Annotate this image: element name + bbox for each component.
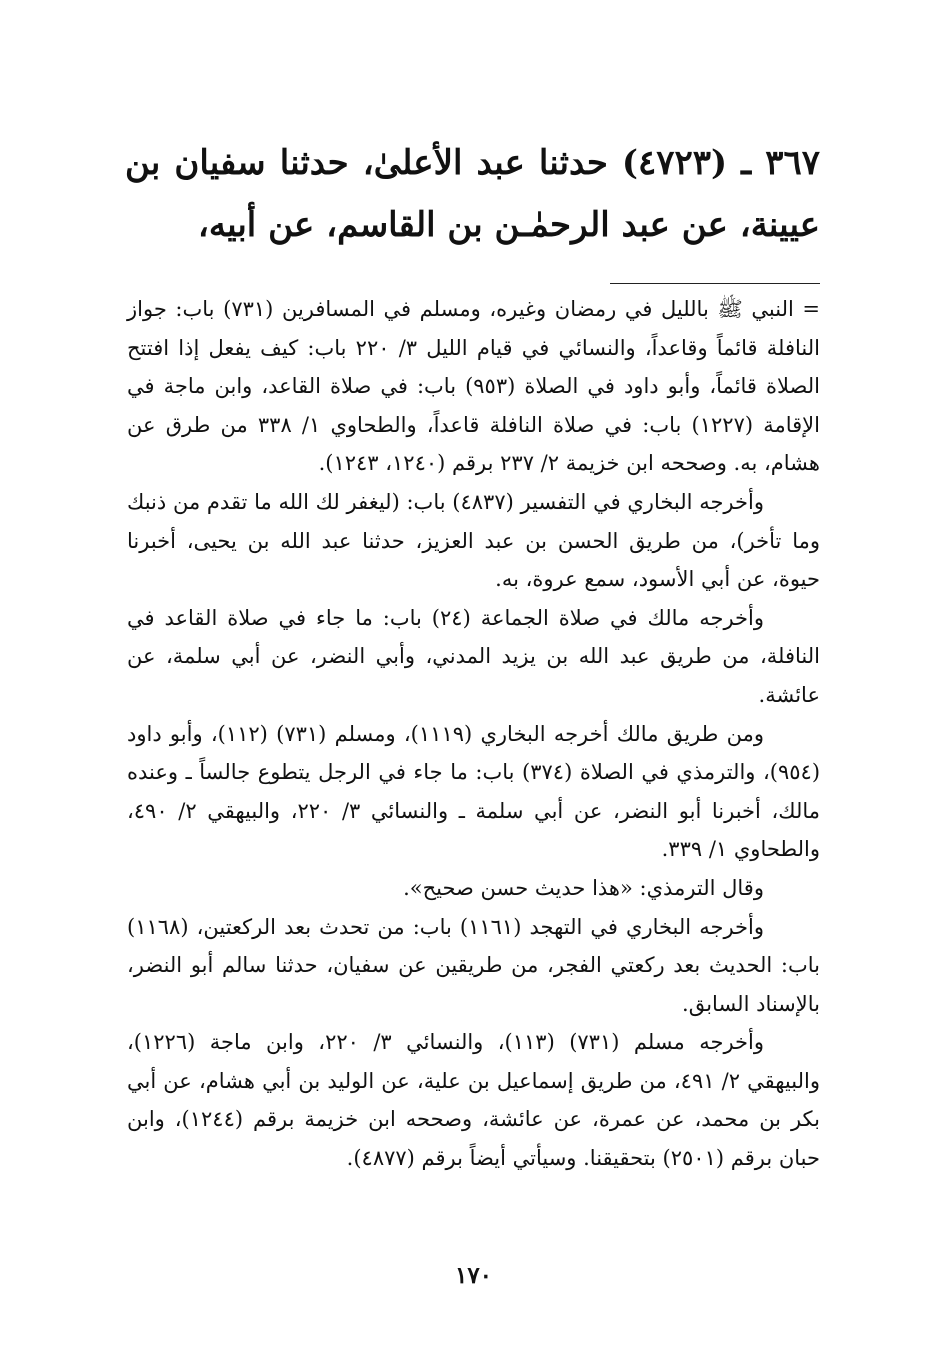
footnote-paragraph: ومن طريق مالك أخرجه البخاري (١١١٩)، ومسلم (٧٣١) (١١٢)، وأبو داود (٩٥٤)، والترمذي في الصلاة (٣٧٤) باب: ما جاء في الرجل يتطوع جالساً ـ وعنده مالك، أخبرنا أبو النضر، عن أبي سلمة ـ والنسائي ٣/ ٢٢٠، والبيهقي ٢/ ٤٩٠، والطحاوي ١/ ٣٣٩. [127, 721, 821, 862]
footnote-paragraph: وأخرجه البخاري في التهجد (١١٦١) باب: من تحدث بعد الركعتين، (١١٦٨) باب: الحديث بعد ركعتي الفجر، من طريقين عن سفيان، حدثنا سالم أبو النضر، بالإسناد السابق. [127, 914, 820, 1016]
footnote-separator [610, 283, 820, 284]
footnote-paragraph: وأخرجه البخاري في التفسير (٤٨٣٧) باب: (ليغفر لك الله ما تقدم من ذنبك وما تأخر)، من طريق الحسن بن عبد العزيز، حدثنا عبد الله بن يحيى، أخبرنا حيوة، عن أبي الأسود، سمع عروة، به. [127, 489, 820, 592]
footnote-paragraph: وأخرجه مسلم (٧٣١) (١١٣)، والنسائي ٣/ ٢٢٠، وابن ماجة (١٢٢٦)، والبيهقي ٢/ ٤٩١، من طريق إسماعيل بن علية، عن الوليد بن أبي هشام، عن أبي بكر بن محمد، عن عمرة، عن عائشة، وصححه ابن خزيمة برقم (١٢٤٤)، وابن حبان برقم (٢٥٠١) بتحقيقنا. وسيأتي أيضاً برقم (٤٨٧٧). [127, 1030, 821, 1171]
footnote-paragraph: وقال الترمذي: «هذا حديث حسن صحيح». [403, 875, 764, 900]
page-number: ١٧٠ [454, 1262, 493, 1289]
hadith-text: ٣٦٧ ـ (٤٧٢٣) حدثنا عبد الأعلىٰ، حدثنا سفيان بن عيينة، عن عبد الرحمٰـن بن القاسم، عن أبيه، [125, 143, 820, 245]
footnote-paragraph: = النبي ﷺ بالليل في رمضان وغيره، ومسلم في المسافرين (٧٣١) باب: جواز النافلة قائماً وقاعداً، والنسائي في قيام الليل ٣/ ٢٢٠ باب: كيف يفعل إذا افتتح الصلاة قائماً، وأبو داود في الصلاة (٩٥٣) باب: في صلاة القاعد، وابن ماجة في الإقامة (١٢٢٧) باب: في صلاة النافلة قاعداً، والطحاوي ١/ ٣٣٨ من طرق عن هشام، به. وصححه ابن خزيمة ٢/ ٢٣٧ برقم (١٢٤٠، ١٢٤٣). [127, 297, 821, 476]
footnotes [127, 290, 820, 1178]
footnote-paragraph: وأخرجه مالك في صلاة الجماعة (٢٤) باب: ما جاء في صلاة القاعد في النافلة، من طريق عبد الله بن يزيد المدني، وأبي النضر، عن أبي سلمة، عن عائشة. [127, 605, 820, 707]
